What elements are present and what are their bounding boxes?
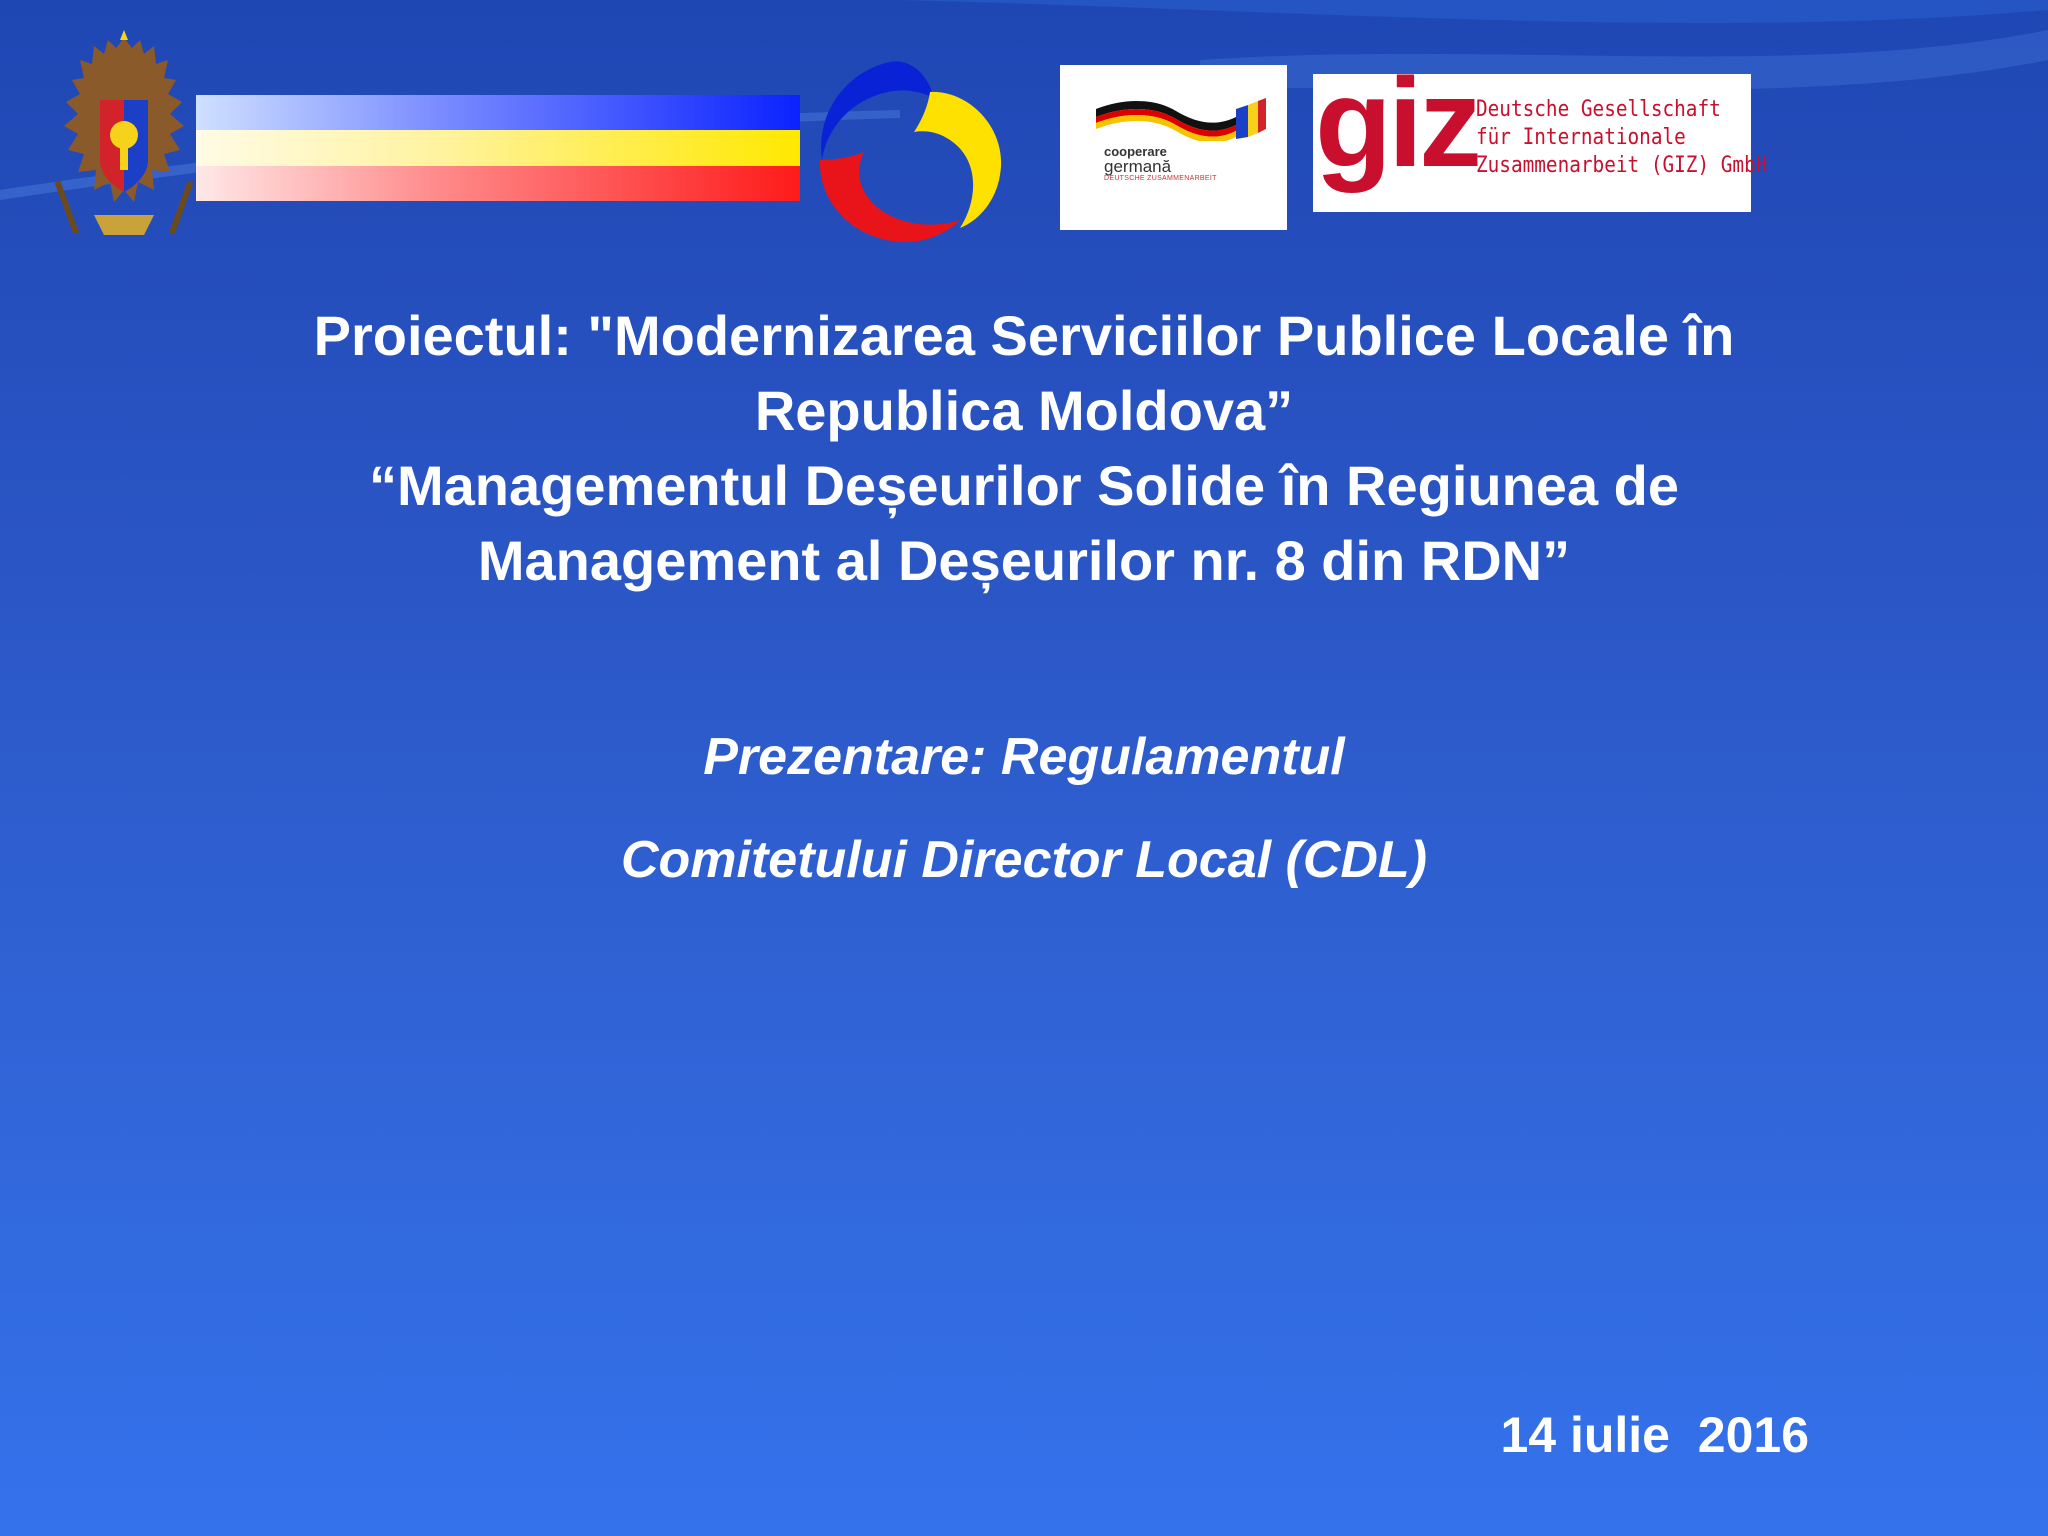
giz-wordmark: giz bbox=[1315, 52, 1478, 193]
flag-band-red bbox=[196, 166, 800, 201]
giz-full-name bbox=[1476, 96, 1767, 180]
flag-band-blue bbox=[196, 95, 800, 130]
coop-line-2: germană bbox=[1104, 157, 1172, 176]
title-line-1: Proiectul: "Modernizarea Serviciilor Publice Locale în bbox=[313, 304, 1735, 367]
coop-line-1: cooperare bbox=[1104, 144, 1167, 159]
flag-band-yellow bbox=[196, 130, 800, 165]
german-moldova-flag-ribbon-icon bbox=[1096, 91, 1266, 141]
title-line-2: Republica Moldova” bbox=[754, 379, 1294, 442]
giz-line-2: für Internationale bbox=[1476, 125, 1686, 150]
giz-line-3: Zusammenarbeit (GIZ) GmbH bbox=[1476, 153, 1768, 178]
slide-date: 14 iulie 2016 bbox=[1500, 1407, 1809, 1463]
giz-logo bbox=[1313, 52, 1768, 212]
title-line-3: “Managementul Deșeurilor Solide în Regiunea de bbox=[368, 454, 1680, 517]
slide-title bbox=[150, 298, 1898, 598]
giz-line-1: Deutsche Gesellschaft bbox=[1476, 97, 1721, 122]
coat-of-arms-icon bbox=[44, 30, 204, 245]
subtitle-line-1: Prezentare: Regulamentul bbox=[703, 728, 1345, 786]
cooperare-germana-logo bbox=[1060, 65, 1287, 230]
cooperare-germana-text bbox=[1104, 145, 1217, 182]
flag-band bbox=[196, 95, 800, 201]
coop-line-3: DEUTSCHE ZUSAMMENARBEIT bbox=[1104, 175, 1217, 182]
subtitle-line-2: Comitetului Director Local (CDL) bbox=[620, 831, 1428, 889]
title-line-4: Management al Deșeurilor nr. 8 din RDN” bbox=[477, 529, 1571, 592]
swirl-emblem-icon bbox=[810, 50, 1010, 245]
